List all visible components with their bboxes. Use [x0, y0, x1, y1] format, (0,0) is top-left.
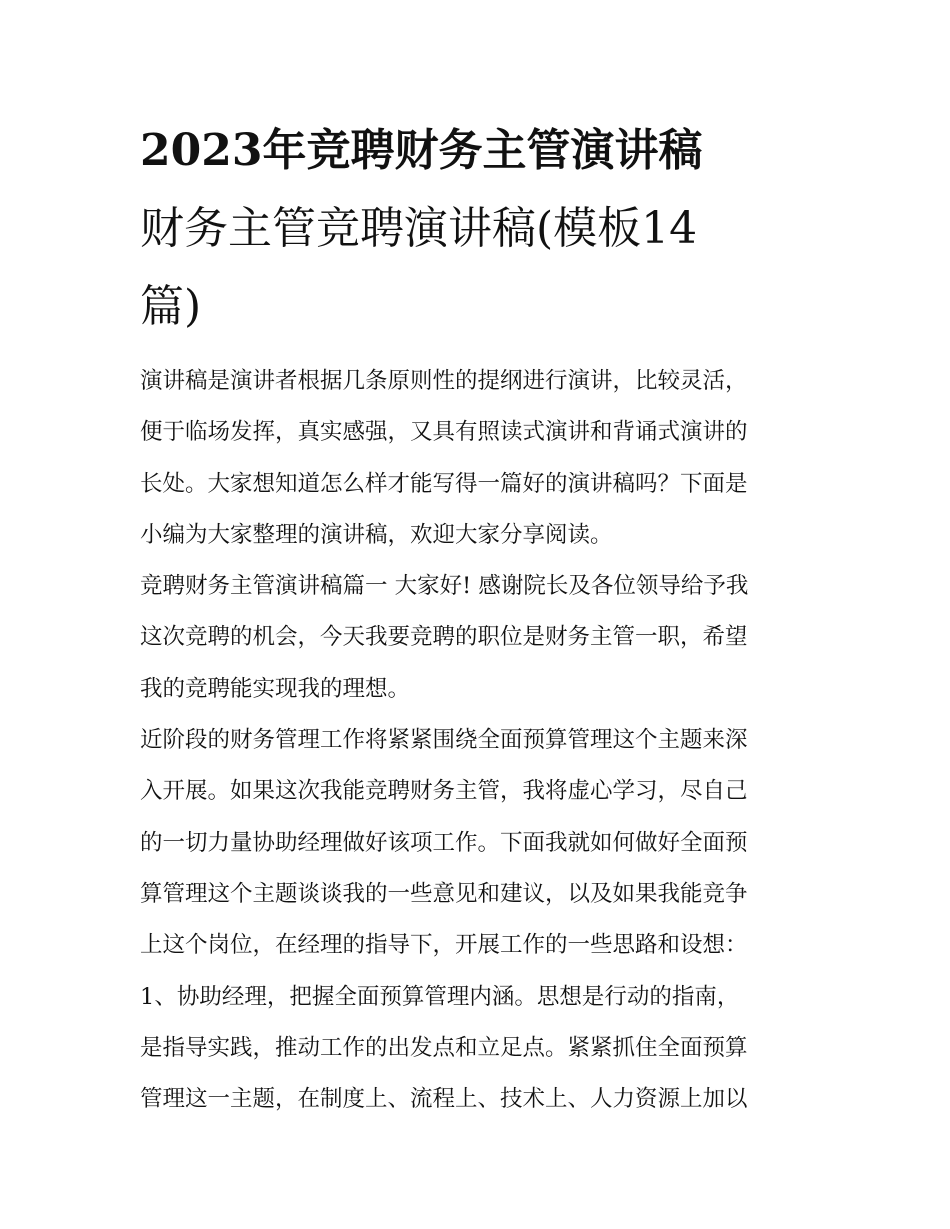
text-line: 竞聘财务主管演讲稿篇一 大家好! 感谢院长及各位领导给予我 — [140, 573, 749, 600]
text-line: 算管理这个主题谈谈我的一些意见和建议，以及如果我能竞争 — [140, 880, 748, 907]
paragraph-point-one — [140, 972, 820, 1126]
text-line: 我的竞聘能实现我的理想。 — [140, 675, 411, 702]
text-line: 入开展。如果这次我能竞聘财务主管，我将虚心学习，尽自己 — [140, 778, 748, 805]
text-line: 这次竞聘的机会，今天我要竞聘的职位是财务主管一职，希望 — [140, 624, 748, 651]
paragraph-intro — [140, 356, 820, 561]
paragraph-speech-one — [140, 561, 820, 715]
text-line: 小编为大家整理的演讲稿，欢迎大家分享阅读。 — [140, 521, 613, 548]
text-line: 演讲稿是演讲者根据几条原则性的提纲进行演讲，比较灵活， — [140, 368, 748, 394]
document-title — [140, 112, 820, 346]
title-line-3: 篇) — [140, 281, 202, 332]
text-line: 近阶段的财务管理工作将紧紧围绕全面预算管理这个主题来深 — [140, 727, 748, 754]
title-line-2: 财务主管竞聘演讲稿(模板14 — [140, 203, 698, 254]
text-line: 是指导实践，推动工作的出发点和立足点。紧紧抓住全面预算 — [140, 1034, 748, 1061]
text-line: 的一切力量协助经理做好该项工作。下面我就如何做好全面预 — [140, 829, 748, 856]
paragraph-budget-management — [140, 715, 820, 971]
text-line: 1、协助经理，把握全面预算管理内涵。思想是行动的指南， — [140, 983, 740, 1010]
text-line: 管理这一主题，在制度上、流程上、技术上、人力资源上加以 — [140, 1086, 748, 1113]
text-line: 便于临场发挥，真实感强，又具有照读式演讲和背诵式演讲的 — [140, 419, 748, 446]
text-line: 上这个岗位，在经理的指导下，开展工作的一些思路和设想： — [140, 932, 748, 959]
document-body — [140, 356, 820, 1125]
text-line: 长处。大家想知道怎么样才能写得一篇好的演讲稿吗？下面是 — [140, 470, 748, 497]
title-line-1: 2023年竞聘财务主管演讲稿 — [140, 125, 703, 176]
